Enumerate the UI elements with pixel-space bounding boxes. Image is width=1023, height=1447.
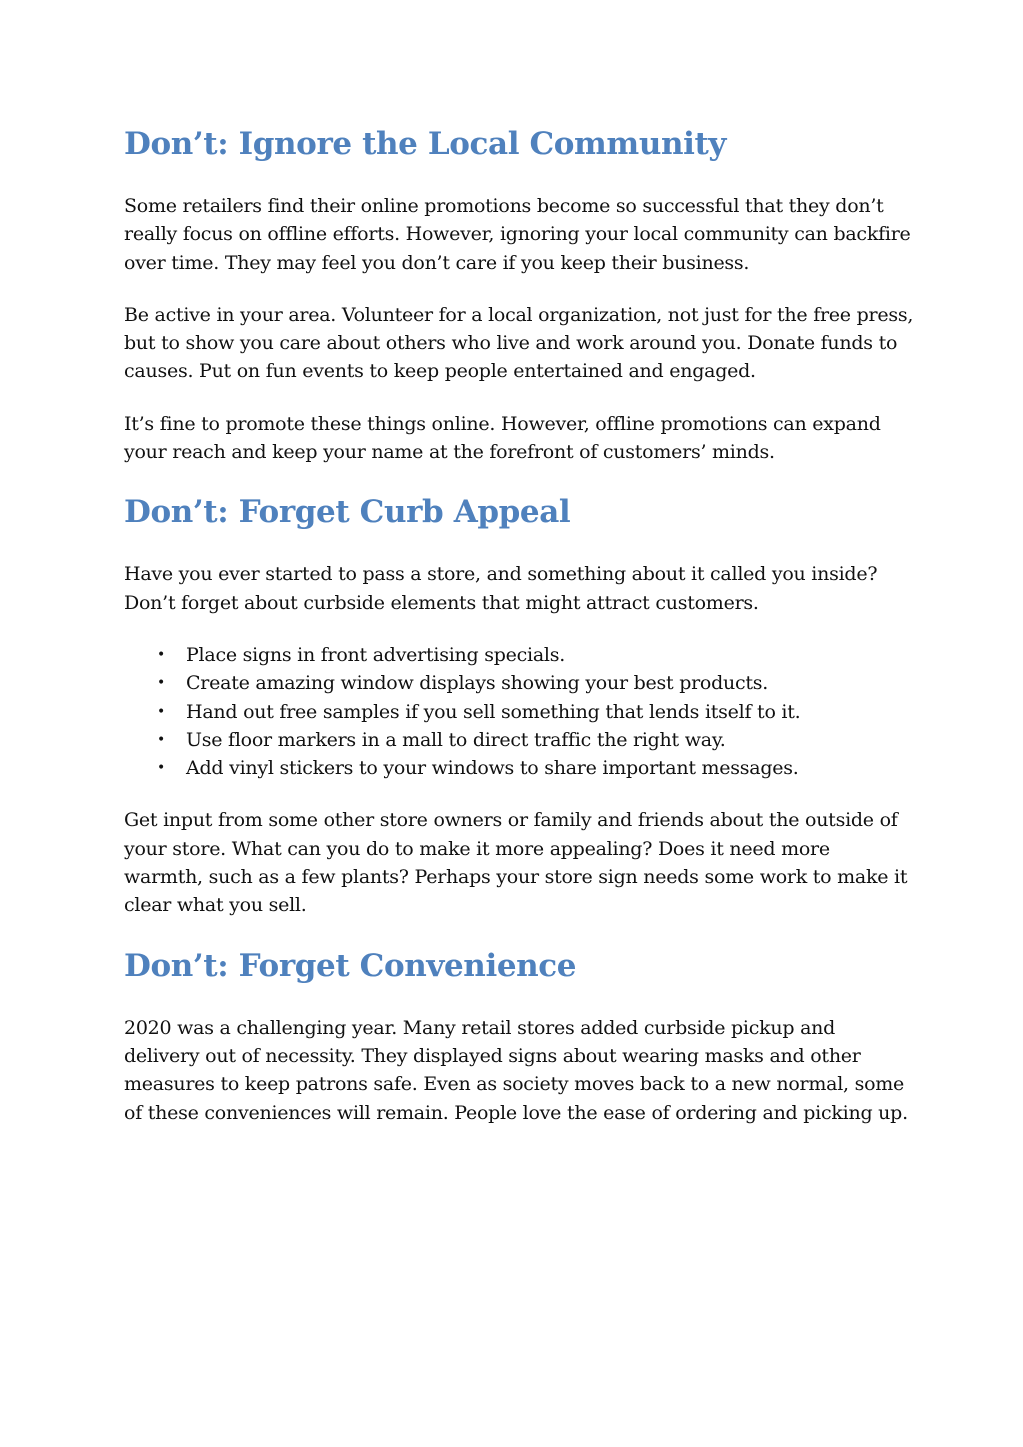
section-heading-local-community: Don’t: Ignore the Local Community: [124, 126, 727, 162]
bullet-icon: •: [157, 675, 166, 692]
section-heading-curb-appeal: Don’t: Forget Curb Appeal: [124, 494, 571, 531]
paragraph: It’s fine to promote these things online. However, offline promotions can expand your reach and keep your name at the forefront of customers’ minds.: [124, 412, 881, 464]
paragraph: 2020 was a challenging year. Many retail stores added curbside pickup and delivery out of necessity. They displayed signs about wearing masks and other measures to keep patrons safe. Even as society moves back to a new normal, some of these conveniences will remain. People love the ease of ordering and picking up.: [124, 1016, 908, 1124]
bullet-icon: •: [157, 646, 166, 663]
bullet-icon: •: [157, 731, 166, 748]
paragraph: Some retailers find their online promotions become so successful that they don’t really focus on offline efforts. However, ignoring your local community can backfire over time. They may feel you don’t care if you keep their business.: [124, 195, 911, 274]
section-heading-convenience: Don’t: Forget Convenience: [124, 947, 577, 984]
list-item-text: Add vinyl stickers to your windows to share important messages.: [186, 757, 799, 780]
list-item: [157, 669, 914, 697]
bullet-icon: •: [157, 760, 166, 777]
paragraph: Get input from some other store owners or family and friends about the outside of your store. What can you do to make it more appealing? Does it need more warmth, such as a few plants? Perhaps your store sign needs some work to make it clear what you sell.: [124, 809, 908, 917]
list-item-text: Hand out free samples if you sell something that lends itself to it.: [186, 700, 801, 723]
list-item-text: Use floor markers in a mall to direct traffic the right way.: [186, 728, 726, 751]
list-item-text: Place signs in front advertising specials.: [186, 643, 566, 666]
paragraph: Be active in your area. Volunteer for a local organization, not just for the free press, but to show you care about others who live and work around you. Donate funds to causes. Put on fun events to keep people entertained and engaged.: [124, 303, 914, 383]
document-page: [124, 122, 914, 1151]
list-item: [157, 698, 914, 726]
list-item: [157, 754, 914, 782]
bullet-icon: •: [157, 703, 166, 720]
list-item-text: Create amazing window displays showing your best products.: [186, 672, 769, 695]
list-item: [157, 641, 914, 669]
bullet-list: [124, 641, 914, 782]
paragraph: Have you ever started to pass a store, and something about it called you inside? Don’t forget about curbside elements that might attract customers.: [124, 563, 878, 614]
list-item: [157, 726, 914, 754]
